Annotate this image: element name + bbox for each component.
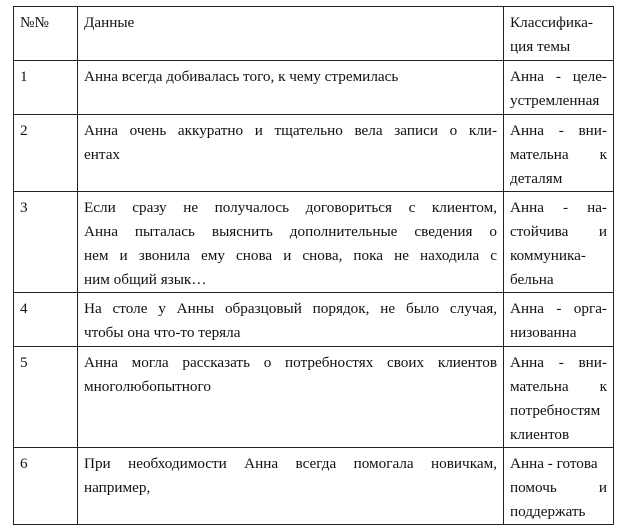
row-data-line: Анна всегда добивалась того, к чему стремилась xyxy=(84,68,399,85)
row-classification-line: Анна - целе- xyxy=(510,68,607,85)
row-classification-line: поддержать xyxy=(510,503,586,520)
header-classification-line: Классифика- xyxy=(510,14,593,31)
table-row xyxy=(14,347,614,448)
row-data-line: Анна очень аккуратно и тщательно вела записи о кли- xyxy=(84,122,497,139)
row-classification-line: мательна к xyxy=(510,378,607,395)
row-classification-line: клиентов xyxy=(510,426,570,443)
row-num: 4 xyxy=(14,293,78,347)
row-classification-line: потребностям xyxy=(510,402,601,419)
row-data-line: Анна пыталась выяснить дополнительные сведения о xyxy=(84,223,497,240)
row-classification xyxy=(504,192,614,293)
row-classification-line: Анна - вни- xyxy=(510,122,607,139)
row-data-line: На столе у Анны образцовый порядок, не было случая, xyxy=(84,300,497,317)
classification-table xyxy=(13,6,614,525)
row-num: 5 xyxy=(14,347,78,448)
row-classification-line: Анна - на- xyxy=(510,199,607,216)
row-classification xyxy=(504,347,614,448)
row-classification-line: Анна - орга- xyxy=(510,300,607,317)
row-classification-line: помочь и xyxy=(510,479,607,496)
header-classification xyxy=(504,7,614,61)
row-data xyxy=(78,293,504,347)
row-num: 2 xyxy=(14,115,78,192)
row-data-line: ентах xyxy=(84,146,121,163)
row-data-line: Анна могла рассказать о потребностях своих клиентов xyxy=(84,354,497,371)
header-num: №№ xyxy=(14,7,78,61)
row-data xyxy=(78,192,504,293)
row-classification-line: бельна xyxy=(510,271,554,288)
row-num: 3 xyxy=(14,192,78,293)
row-data xyxy=(78,347,504,448)
row-data-line: При необходимости Анна всегда помогала новичкам, xyxy=(84,455,497,472)
table-row xyxy=(14,192,614,293)
row-data-line: Если сразу не получалось договориться с клиентом, xyxy=(84,199,497,216)
row-classification-line: низованна xyxy=(510,324,577,341)
row-classification-line: коммуника- xyxy=(510,247,586,264)
row-data-line: чтобы она что-то теряла xyxy=(84,324,241,341)
row-data-line: ним общий язык… xyxy=(84,271,207,288)
row-data-line: многолюбопытного xyxy=(84,378,211,395)
table-header-row xyxy=(14,7,614,61)
row-num: 6 xyxy=(14,448,78,525)
table-row xyxy=(14,293,614,347)
header-classification-line: ция темы xyxy=(510,38,571,55)
row-data xyxy=(78,61,504,115)
row-classification-line: мательна к xyxy=(510,146,607,163)
row-data-line: например, xyxy=(84,479,151,496)
row-classification xyxy=(504,293,614,347)
header-data: Данные xyxy=(78,7,504,61)
row-data-line: нем и звонила ему снова и снова, пока не находила с xyxy=(84,247,497,264)
row-classification-line: стойчива и xyxy=(510,223,607,240)
row-classification xyxy=(504,61,614,115)
row-data xyxy=(78,115,504,192)
row-classification xyxy=(504,115,614,192)
row-num: 1 xyxy=(14,61,78,115)
row-classification-line: Анна - вни- xyxy=(510,354,607,371)
row-classification-line: деталям xyxy=(510,170,563,187)
row-classification-line: Анна - готова xyxy=(510,455,598,472)
row-classification-line: устремленная xyxy=(510,92,600,109)
table-row xyxy=(14,115,614,192)
table-row xyxy=(14,61,614,115)
